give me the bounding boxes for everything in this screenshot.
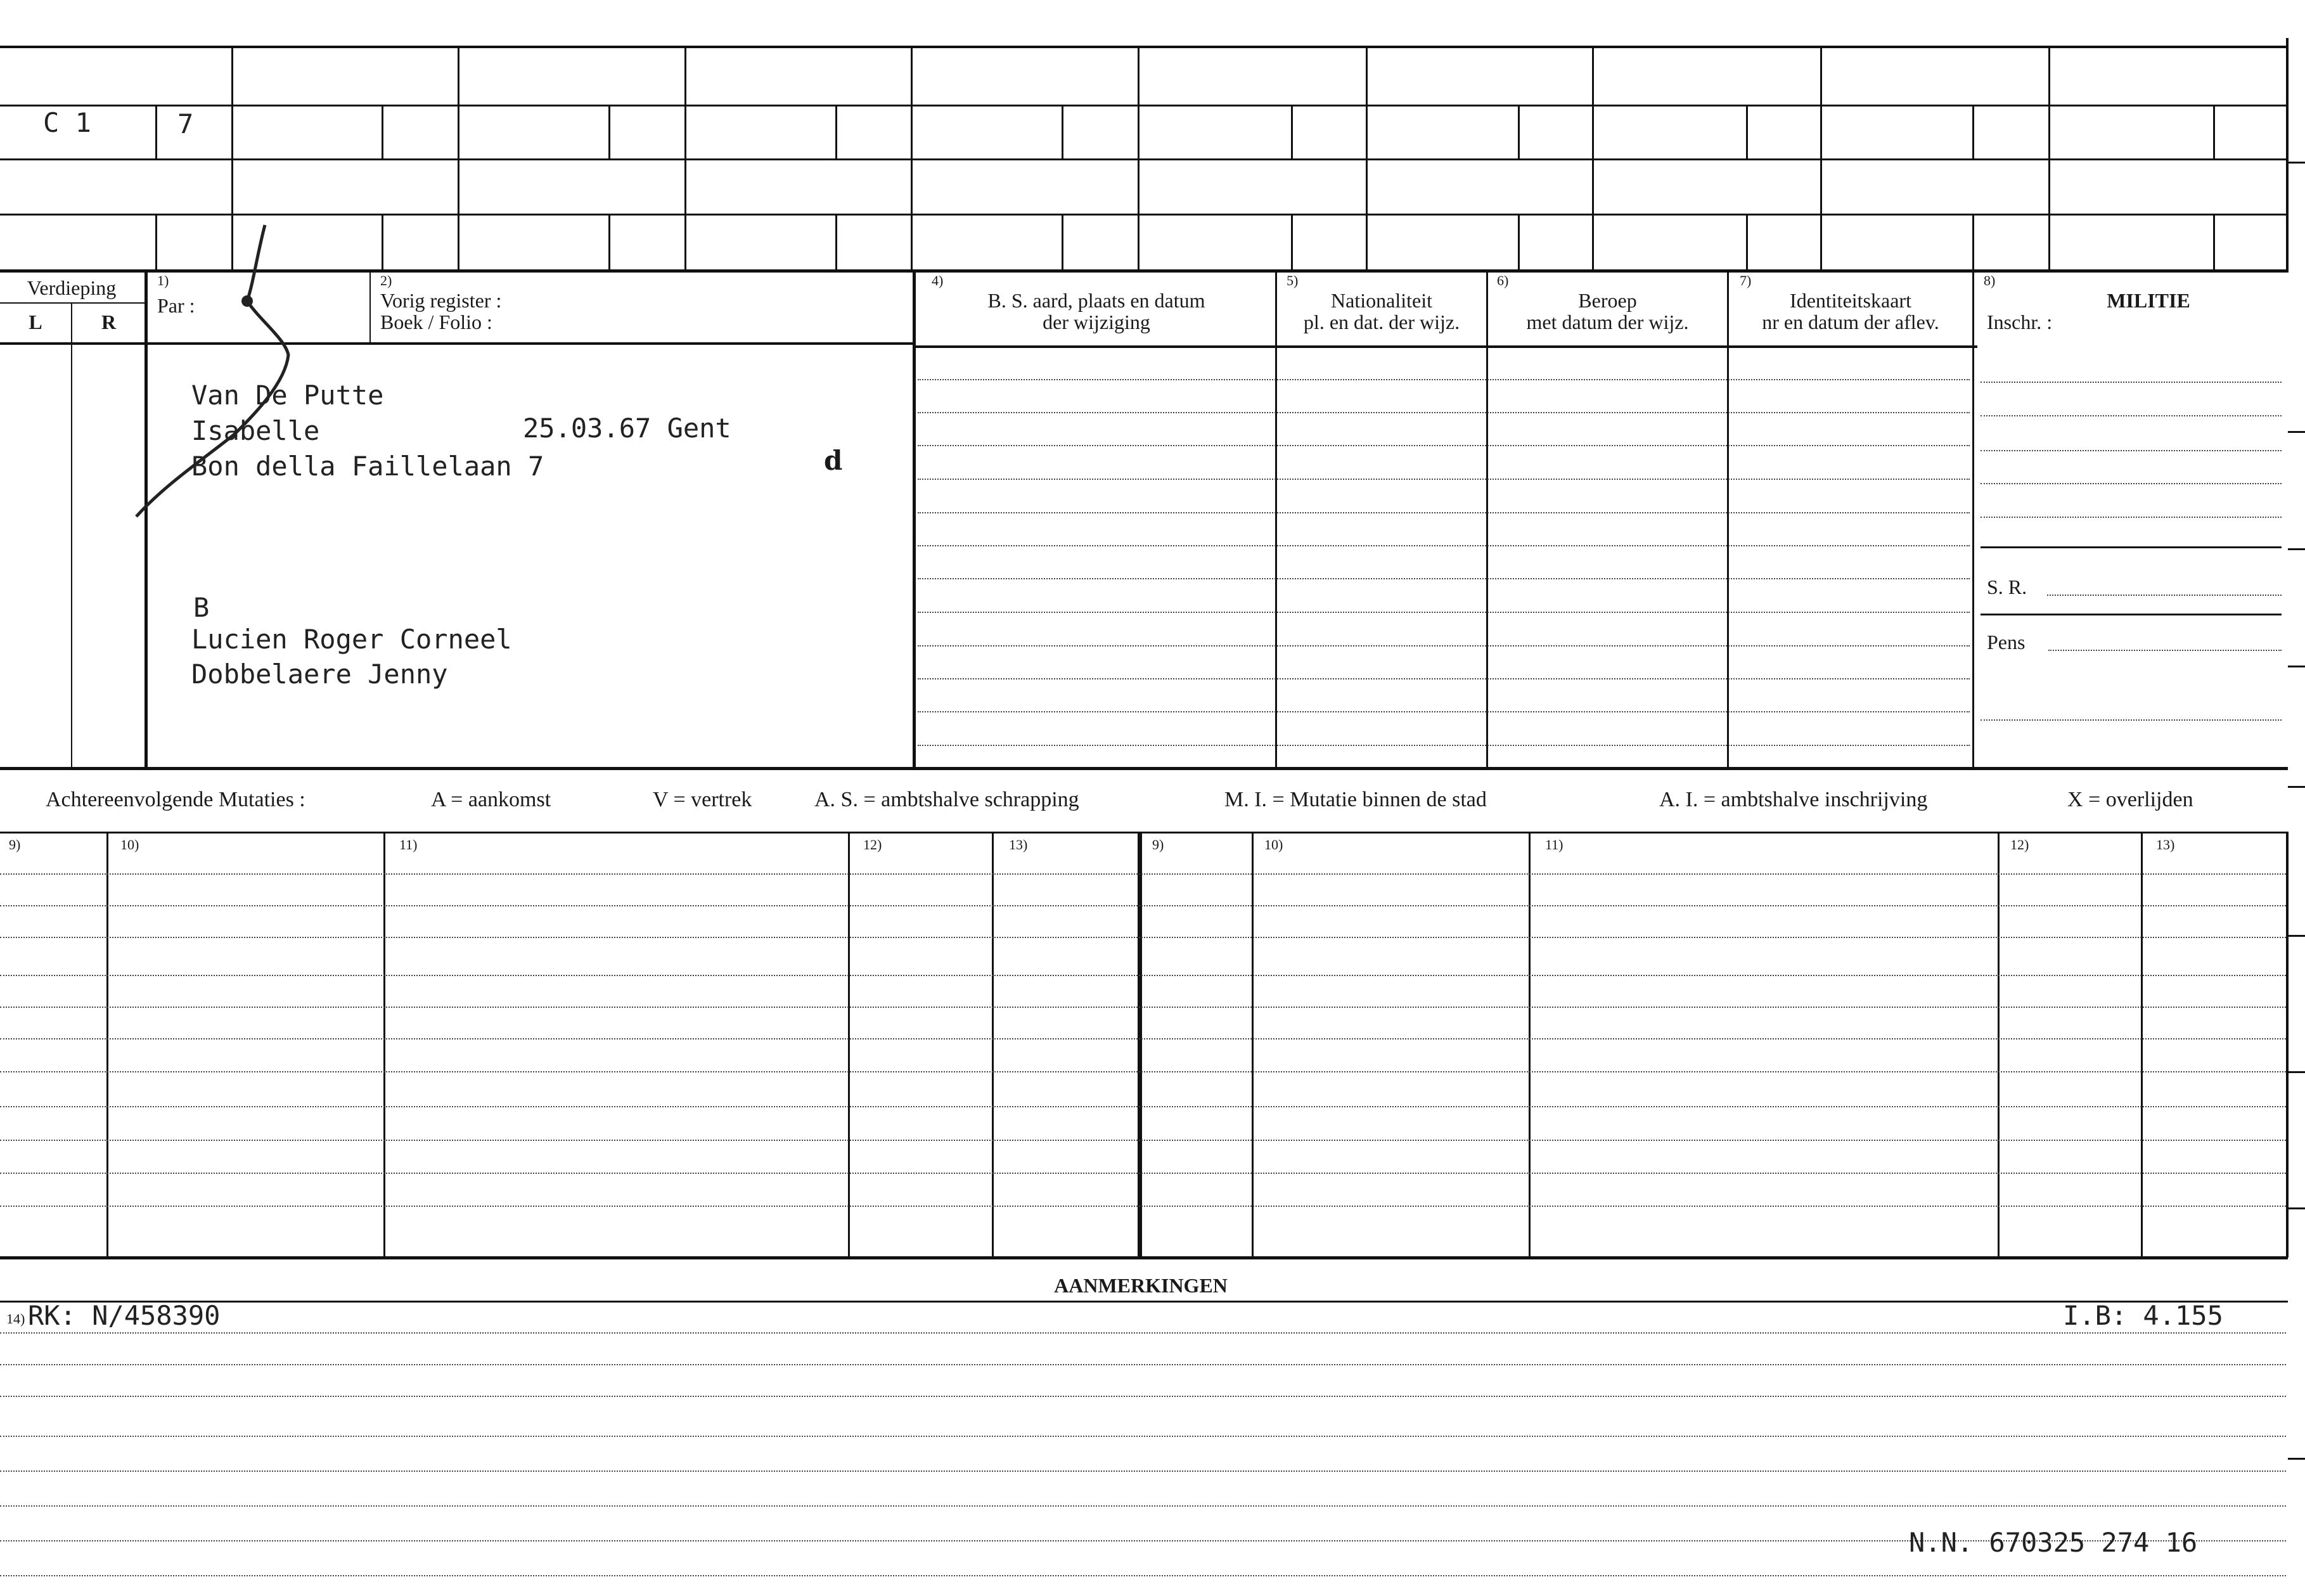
- sr-label: S. R.: [1987, 576, 2027, 598]
- mark-d: d: [824, 445, 843, 476]
- mark-b: B: [193, 592, 210, 623]
- pens-label: Pens: [1987, 631, 2026, 653]
- mutation-col-11-right: 11): [1545, 837, 1563, 853]
- legend-ambtshalve-schrapping: A. S. = ambtshalve schrapping: [814, 788, 1079, 811]
- col2-number: 2): [380, 273, 392, 288]
- col8-number: 8): [1984, 273, 1996, 288]
- father-name: Lucien Roger Corneel: [191, 624, 512, 655]
- col1-number: 1): [157, 273, 169, 288]
- nationaliteit-header-line1: Nationaliteit: [1331, 289, 1432, 312]
- pen-stroke: [127, 219, 320, 523]
- vorig-register-label: Vorig register :: [380, 289, 502, 312]
- r-header: R: [101, 311, 117, 333]
- mutation-col-10-right: 10): [1264, 837, 1283, 853]
- mutation-col-13-left: 13): [1009, 837, 1028, 853]
- beroep-header-line2: met datum der wijz.: [1526, 311, 1689, 333]
- surname: Van De Putte: [191, 380, 384, 411]
- nationaliteit-header-line2: pl. en dat. der wijz.: [1303, 311, 1460, 333]
- legend-ambtshalve-inschrijving: A. I. = ambtshalve inschrijving: [1659, 788, 1928, 811]
- legend-title: Achtereenvolgende Mutaties :: [46, 788, 305, 811]
- mutation-col-10-left: 10): [120, 837, 139, 853]
- col4-number: 4): [932, 273, 944, 288]
- identiteitskaart-header-line2: nr en datum der aflev.: [1762, 311, 1939, 333]
- bs-header-line2: der wijziging: [1043, 311, 1150, 333]
- mother-name: Dobbelaere Jenny: [191, 659, 448, 690]
- address: Bon della Faillelaan 7: [191, 451, 544, 482]
- inschr-label: Inschr. :: [1987, 311, 2053, 333]
- code-digit: 7: [177, 108, 194, 139]
- mutation-col-9-right: 9): [1152, 837, 1164, 853]
- par-label: Par :: [157, 294, 195, 317]
- col7-number: 7): [1740, 273, 1752, 288]
- ib-number: I.B: 4.155: [2063, 1300, 2223, 1331]
- legend-aankomst: A = aankomst: [431, 788, 551, 811]
- legend-overlijden: X = overlijden: [2067, 788, 2193, 811]
- code-letters: C 1: [43, 107, 91, 138]
- boek-folio-label: Boek / Folio :: [380, 311, 492, 333]
- rk-number: RK: N/458390: [28, 1300, 221, 1331]
- bs-header-line1: B. S. aard, plaats en datum: [987, 289, 1205, 312]
- birth-date-place: 25.03.67 Gent: [523, 413, 731, 444]
- mutation-col-13-right: 13): [2156, 837, 2175, 853]
- aanmerkingen-title: AANMERKINGEN: [1054, 1274, 1228, 1297]
- legend-vertrek: V = vertrek: [653, 788, 752, 811]
- col5-number: 5): [1287, 273, 1299, 288]
- legend-mutatie-binnen-stad: M. I. = Mutatie binnen de stad: [1224, 788, 1487, 811]
- mutation-col-9-left: 9): [9, 837, 21, 853]
- identiteitskaart-header-line1: Identiteitskaart: [1790, 289, 1911, 312]
- militie-header: MILITIE: [2107, 289, 2190, 312]
- firstname: Isabelle: [191, 415, 320, 446]
- col6-number: 6): [1497, 273, 1509, 288]
- mutation-col-12-left: 12): [863, 837, 882, 853]
- l-header: L: [29, 311, 42, 333]
- verdieping-header: Verdieping: [27, 276, 117, 299]
- mutation-col-11-left: 11): [399, 837, 418, 853]
- national-number: N.N. 670325 274 16: [1909, 1527, 2198, 1558]
- remarks-number: 14): [6, 1311, 25, 1327]
- mutation-col-12-right: 12): [2010, 837, 2029, 853]
- beroep-header-line1: Beroep: [1578, 289, 1637, 312]
